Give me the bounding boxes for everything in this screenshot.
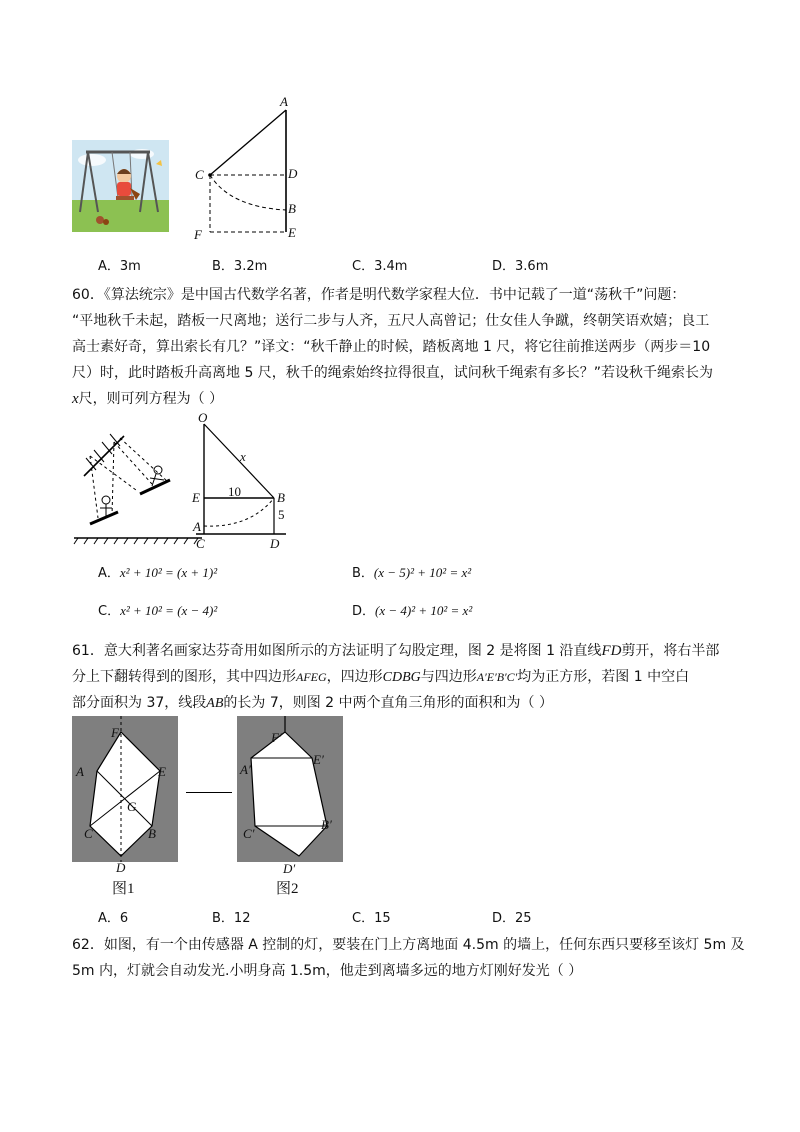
fig1-label-A: A — [76, 764, 84, 779]
q59-option-c[interactable] — [352, 255, 407, 274]
fig1-label-G: G — [127, 799, 137, 814]
fig2-label-C: C′ — [243, 826, 255, 841]
option-letter: C． — [352, 259, 375, 274]
q60-option-d[interactable] — [352, 600, 472, 619]
q61-line-2 — [72, 664, 689, 691]
fig1-label-D: D — [116, 860, 126, 875]
q60-line-5 — [72, 386, 223, 412]
q60-line-1: 60．《算法统宗》是中国古代数学名著，作者是明代数学家程大位．书中记载了一道“荡秋千”问题： — [72, 287, 686, 303]
math-CDBG: CDBG — [382, 670, 421, 685]
option-letter: C． — [98, 604, 121, 619]
math-AFEG: AFEG — [296, 670, 327, 684]
text: 61．意大利著名画家达芬奇用如图所示的方法证明了勾股定理，图 2 是将图 1 沿直线 — [72, 643, 602, 659]
math-AEBC-prime: A′E′B′C′ — [476, 670, 518, 684]
option-text: 15 — [374, 911, 391, 926]
q62-line-1: 62．如图，有一个由传感器 A 控制的灯，要装在门上方离地面 4.5m 的墙上，任何东西只要移至该灯 5m 及 — [72, 937, 745, 953]
fig2-label-F: F′ — [271, 730, 282, 745]
figure-2-caption: 图2 — [276, 881, 299, 897]
option-letter: A． — [98, 911, 120, 926]
label-5: 5 — [278, 507, 285, 522]
label-C: C — [195, 167, 204, 182]
option-text: 12 — [233, 911, 251, 926]
option-letter: A． — [98, 566, 120, 581]
option-equation: x² + 10² = (x − 4)² — [120, 603, 218, 618]
label-10: 10 — [228, 484, 241, 499]
label-E: E — [192, 490, 200, 505]
q60-line-3: 高士素好奇，算出索长有几？”译文：“秋千静止的时候，踏板离地 1 尺，将它往前推送两步（两步＝10 — [72, 339, 711, 355]
fig1-label-B: B — [148, 826, 156, 841]
fig2-label-B: B′ — [321, 817, 332, 832]
option-letter: C． — [352, 911, 375, 926]
label-C: C — [196, 536, 205, 551]
option-letter: A． — [98, 259, 120, 274]
label-A: A — [280, 94, 288, 109]
q61-option-b[interactable] — [212, 907, 250, 926]
q61-option-d[interactable] — [492, 907, 532, 926]
label-D: D — [270, 536, 280, 551]
label-B: B — [277, 490, 285, 505]
q61-line-1 — [72, 638, 719, 664]
figure-1-caption: 图1 — [112, 881, 135, 897]
q60-option-b[interactable] — [352, 562, 471, 581]
q61-option-a[interactable] — [98, 907, 128, 926]
option-letter: D． — [492, 911, 516, 926]
q60-option-a[interactable] — [98, 562, 217, 581]
swing-geometry-diagram — [190, 410, 300, 550]
option-text: 3m — [119, 259, 141, 274]
math-AB: AB — [206, 696, 224, 711]
label-D: D — [288, 166, 298, 181]
fig1-label-C: C — [84, 826, 93, 841]
q60-line-2: “平地秋千未起，踏板一尺离地；送行二步与人齐，五尺人高曾记；仕女佳人争蹴，终朝笑语欢嬉；良工 — [72, 313, 710, 329]
q59-option-b[interactable] — [212, 255, 267, 274]
option-text: 3.2m — [233, 259, 268, 274]
label-B: B — [288, 201, 296, 216]
text: 分上下翻转得到的图形，其中四边形 — [72, 669, 296, 685]
q61-option-c[interactable] — [352, 907, 391, 926]
swing-geometry-figure — [190, 95, 320, 245]
q59-option-d[interactable] — [492, 255, 548, 274]
option-equation: x² + 10² = (x + 1)² — [119, 565, 218, 580]
text: 剪开，将右半部 — [621, 643, 720, 659]
fig1-label-F: F — [111, 725, 119, 740]
option-equation: (x − 4)² + 10² = x² — [375, 603, 473, 618]
fig2-label-A: A′ — [240, 762, 251, 777]
q62-line-2: 5m 内，灯就会自动发光.小明身高 1.5m，他走到离墙多远的地方灯刚好发光（ ） — [72, 963, 583, 979]
text: 的长为 7，则图 2 中两个直角三角形的面积和为（ ） — [223, 695, 553, 711]
option-letter: B． — [212, 259, 234, 274]
option-letter: B． — [352, 566, 374, 581]
option-equation: (x − 5)² + 10² = x² — [373, 565, 472, 580]
option-text: 6 — [119, 911, 129, 926]
option-text: 3.6m — [515, 259, 549, 274]
option-text: 25 — [515, 911, 532, 926]
text: 均为正方形，若图 1 中空白 — [517, 669, 690, 685]
text: 与四边形 — [420, 669, 477, 685]
text: 部分面积为 37，线段 — [72, 695, 207, 711]
label-A: A — [193, 519, 201, 534]
math-FD: FD — [601, 643, 622, 659]
q59-option-a[interactable] — [98, 255, 141, 274]
q60-option-c[interactable] — [98, 600, 217, 619]
swing-photo-illustration — [72, 140, 169, 232]
fig1-label-E: E — [158, 764, 166, 779]
q61-line-3 — [72, 690, 553, 717]
label-F: F — [194, 227, 202, 242]
fig2-label-D: D′ — [283, 861, 296, 876]
fig2-label-E: E′ — [313, 752, 324, 767]
label-x: x — [240, 449, 246, 464]
option-letter: B． — [212, 911, 234, 926]
q60-line-4: 尺）时，此时踏板升高离地 5 尺，秋千的绳索始终拉得很直，试问秋千绳索有多长？”若设秋千绳索长为 — [72, 365, 714, 381]
figure-connector-line — [186, 792, 232, 793]
var-x: x — [72, 391, 79, 407]
option-letter: D． — [492, 259, 516, 274]
label-O: O — [198, 410, 208, 425]
option-text: 3.4m — [374, 259, 408, 274]
text: ，四边形 — [326, 669, 383, 685]
label-E: E — [288, 225, 296, 240]
q60-line-5-text: 尺，则可列方程为（ ） — [78, 391, 224, 407]
option-letter: D． — [352, 604, 376, 619]
